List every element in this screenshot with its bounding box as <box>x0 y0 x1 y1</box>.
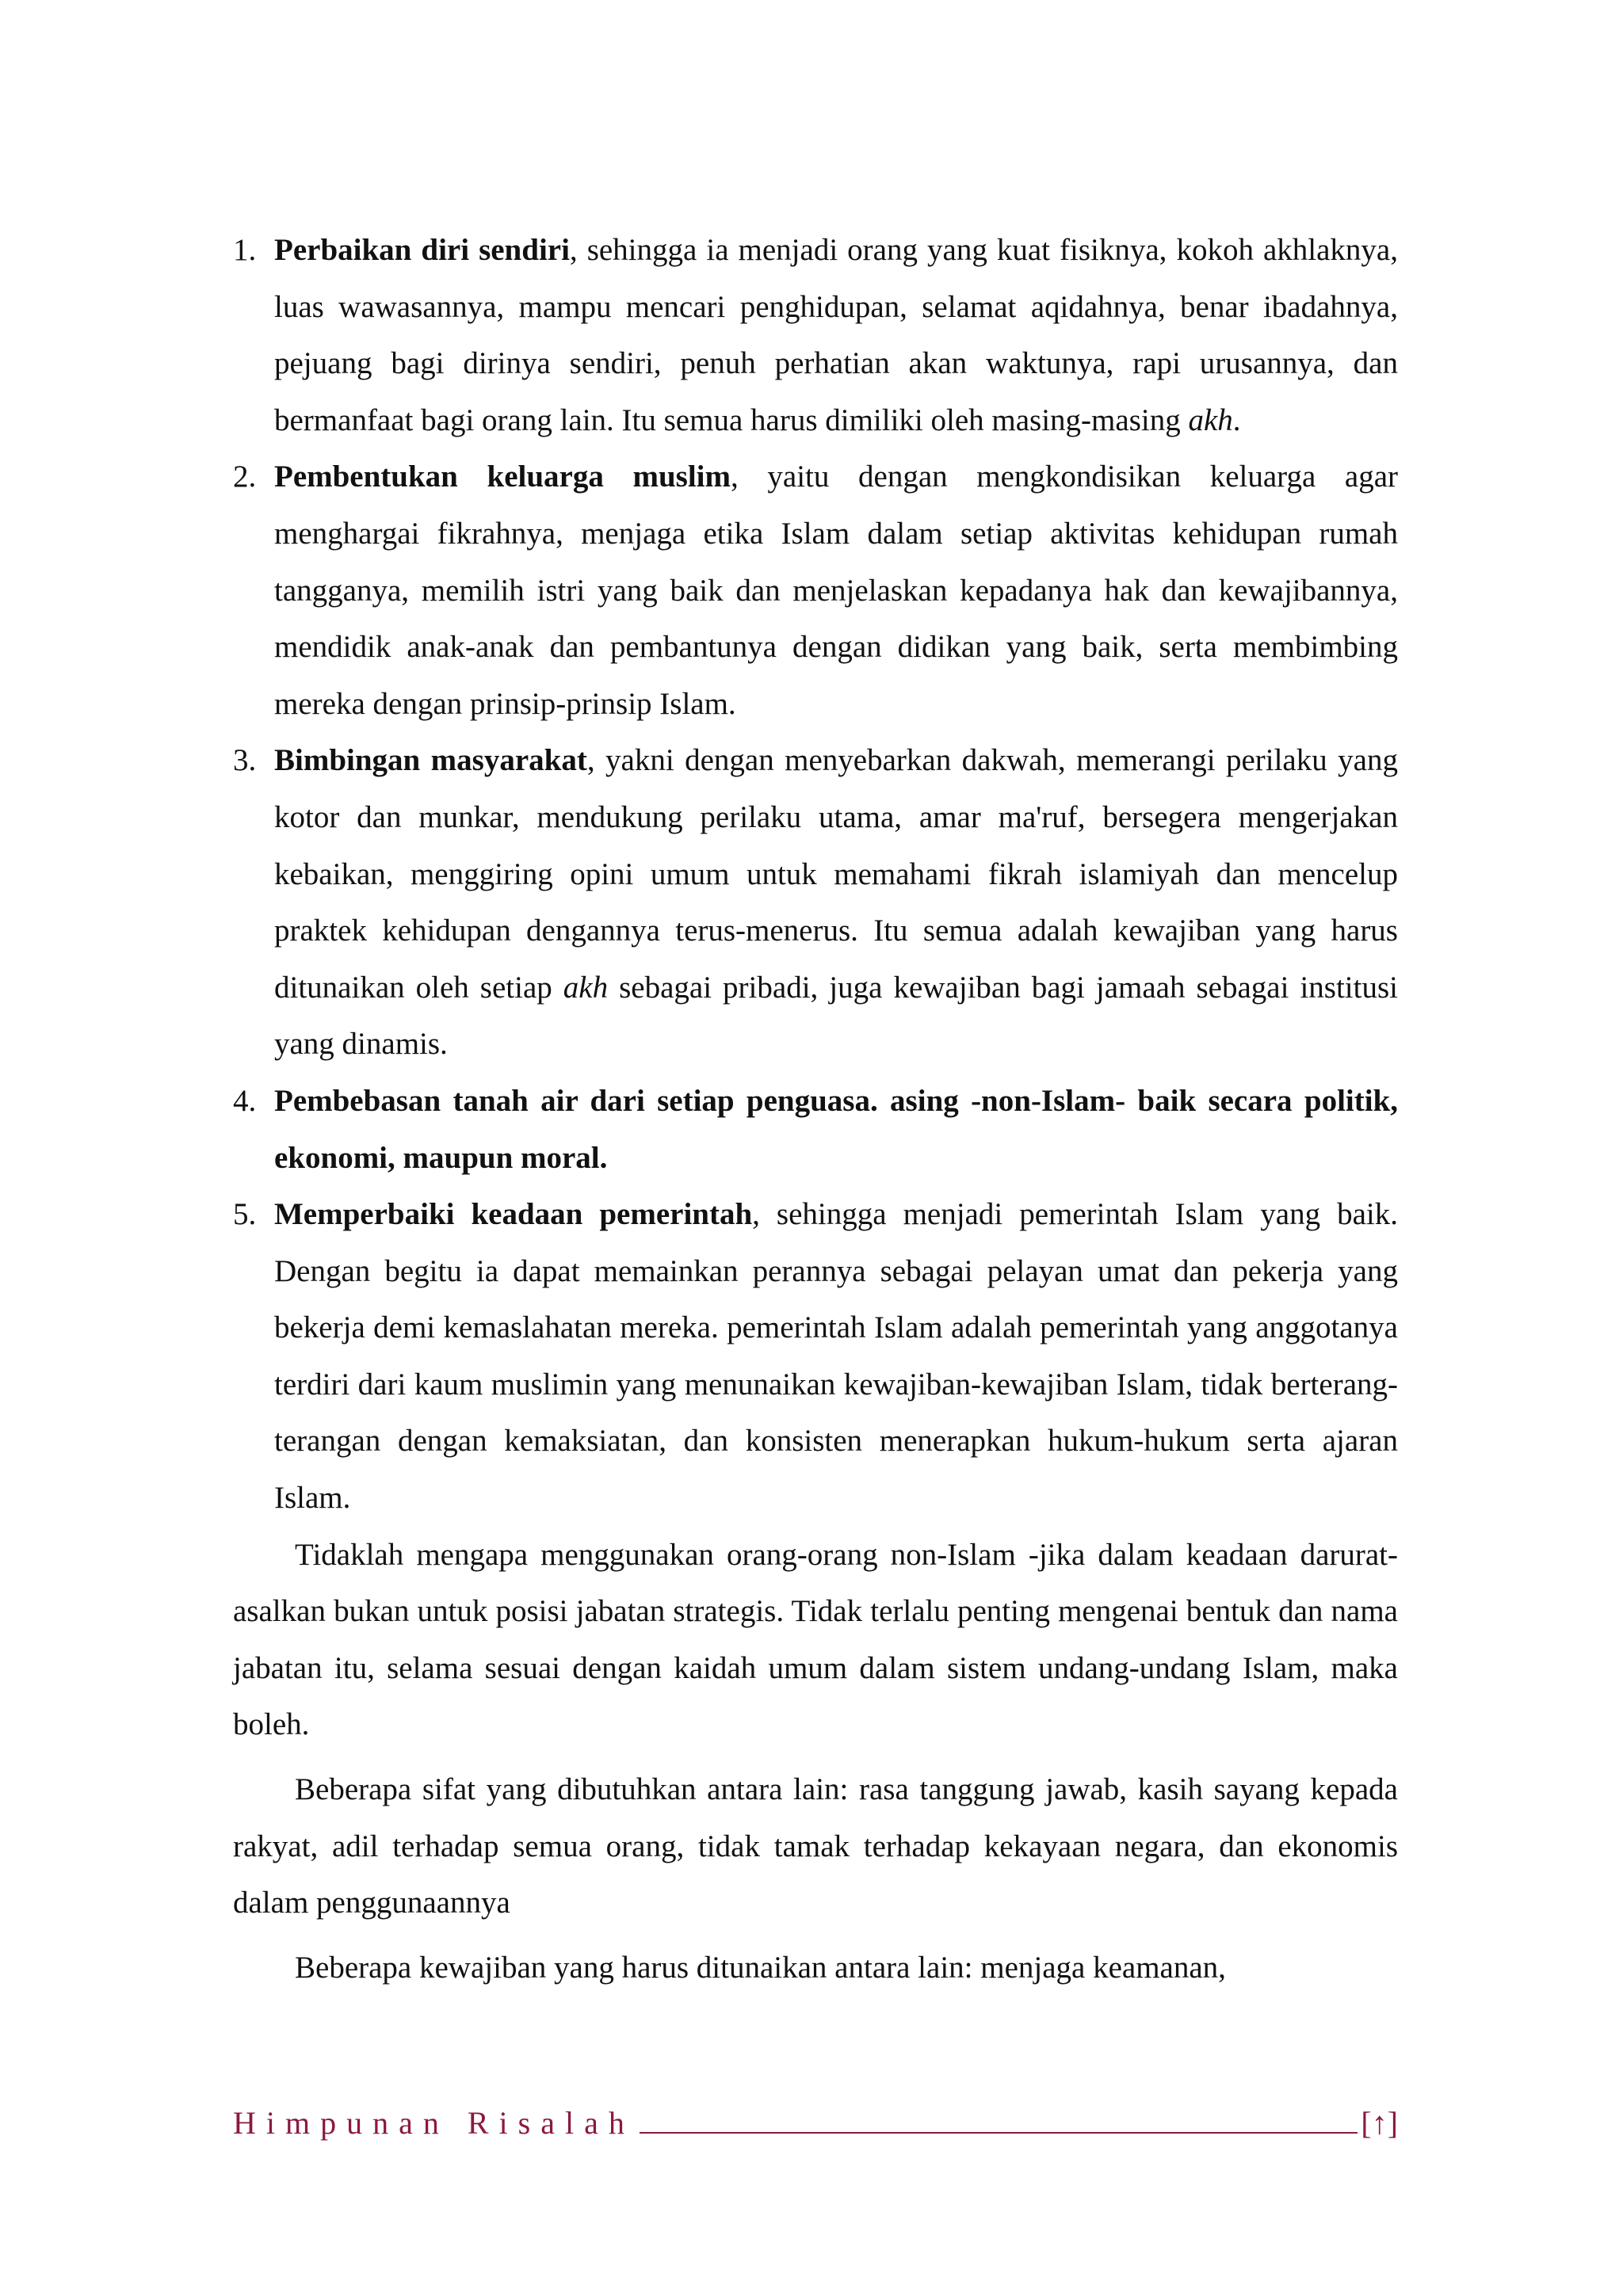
list-item <box>233 1186 1398 1527</box>
list-number: 4. <box>233 1083 257 1118</box>
item-italic-term: akh <box>563 970 609 1005</box>
footer-title: Himpunan Risalah <box>233 2105 635 2141</box>
list-item <box>233 448 1398 732</box>
item-text-end: sebagai pribadi, juga kewajiban bagi jamaah sebagai institusi yang dinamis. <box>274 970 1398 1062</box>
item-text: , yakni dengan menyebarkan dakwah, memerangi perilaku yang kotor dan munkar, mendukung perilaku utama, amar ma'ruf, bersegera mengerjakan kebaikan, menggiring opini umum untuk memahami fikrah islamiyah dan mencelup praktek kehidupan dengannya terus-menerus. Itu semua adalah kewajiban yang harus ditunaikan oleh setiap <box>274 743 1398 1005</box>
footer-rule <box>640 2132 1358 2134</box>
list-item <box>233 732 1398 1073</box>
item-title: Pembentukan keluarga muslim <box>274 460 731 494</box>
item-italic-term: akh <box>1188 402 1233 437</box>
list-item <box>233 222 1398 448</box>
item-title: Perbaikan diri sendiri <box>274 233 570 267</box>
list-number: 1. <box>233 233 257 267</box>
list-number: 3. <box>233 743 257 778</box>
list-number: 2. <box>233 460 257 494</box>
numbered-list <box>233 222 1398 1527</box>
item-text-end: . <box>1232 402 1241 437</box>
item-title: Bimbingan masyarakat <box>274 743 587 778</box>
body-paragraph: Beberapa kewajiban yang harus ditunaikan antara lain: menjaga keamanan, <box>295 1950 1226 1985</box>
body-paragraph: Beberapa sifat yang dibutuhkan antara lain: rasa tanggung jawab, kasih sayang kepada rakyat, adil terhadap semua orang, tidak tamak terhadap kekayaan negara, dan ekonomis dalam penggunaannya <box>233 1772 1398 1920</box>
list-number: 5. <box>233 1197 257 1232</box>
item-text: , sehingga ia menjadi orang yang kuat fisiknya, kokoh akhlaknya, luas wawasannya, mampu mencari penghidupan, selamat aqidahnya, benar ibadahnya, pejuang bagi dirinya sendiri, penuh perhatian akan waktunya, rapi urusannya, dan bermanfaat bagi orang lain. Itu semua harus dimiliki oleh masing-masing <box>274 233 1398 437</box>
page-content <box>233 222 1398 1996</box>
item-title: Memperbaiki keadaan pemerintah <box>274 1197 753 1232</box>
list-item <box>233 1073 1398 1186</box>
page-footer <box>233 2104 1398 2142</box>
item-text: , sehingga menjadi pemerintah Islam yang baik. Dengan begitu ia dapat memainkan perannya sebagai pelayan umat dan pekerja yang bekerja demi kemaslahatan mereka. pemerintah Islam adalah pemerintah yang anggotanya terdiri dari kaum muslimin yang menunaikan kewajiban-kewajiban Islam, tidak berterang-terangan dengan kemaksiatan, dan konsisten menerapkan hukum-hukum serta ajaran Islam. <box>274 1197 1398 1516</box>
footer-page-marker: [↑] <box>1361 2105 1398 2141</box>
body-paragraph: Tidaklah mengapa menggunakan orang-orang non-Islam -jika dalam keadaan darurat- asalkan bukan untuk posisi jabatan strategis. Tidak terlalu penting mengenai bentuk dan nama jabatan itu, selama sesuai dengan kaidah umum dalam sistem undang-undang Islam, maka boleh. <box>233 1537 1398 1742</box>
item-title: Pembebasan tanah air dari setiap penguasa. asing -non-Islam- baik secara politik, ekonomi, maupun moral. <box>274 1083 1398 1175</box>
item-text: , yaitu dengan mengkondisikan keluarga agar menghargai fikrahnya, menjaga etika Islam dalam setiap aktivitas kehidupan rumah tangganya, memilih istri yang baik dan menjelaskan kepadanya hak dan kewajibannya, mendidik anak-anak dan pembantunya dengan didikan yang baik, serta membimbing mereka dengan prinsip-prinsip Islam. <box>274 460 1399 721</box>
